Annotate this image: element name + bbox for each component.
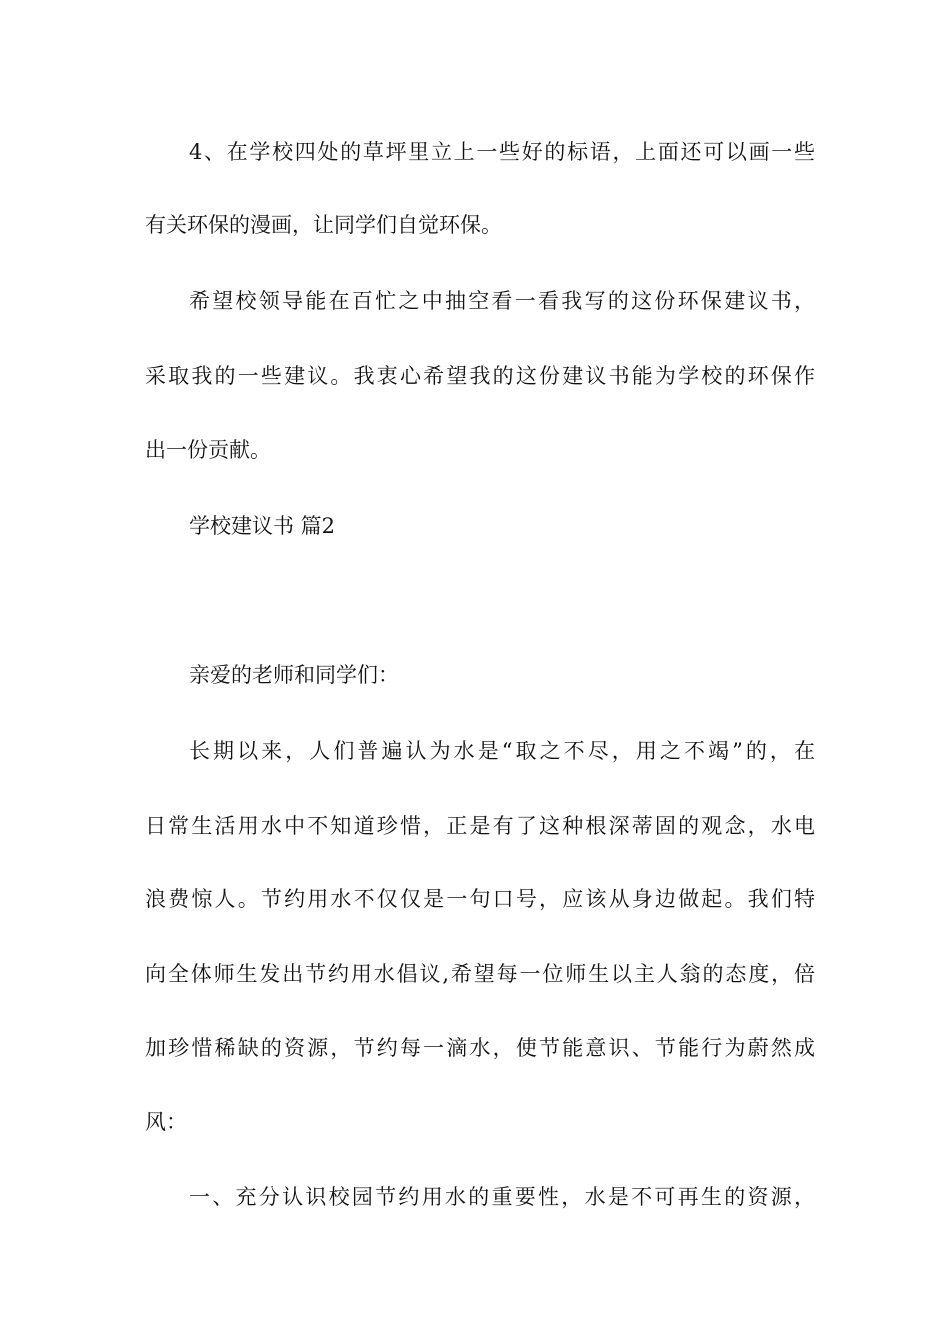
paragraph-line: 风： [145, 1110, 187, 1134]
paragraph-line: 出一份贡献。 [145, 438, 271, 462]
paragraph-line: 一、充分认识校园节约用水的重要性，水是不可再生的资源， [189, 1185, 815, 1209]
section-heading: 学校建议书 篇2 [189, 514, 336, 538]
paragraph-line: 加珍惜稀缺的资源，节约每一滴水，使节能意识、节能行为蔚然成 [145, 1036, 815, 1060]
paragraph-line: 有关环保的漫画，让同学们自觉环保。 [145, 213, 502, 237]
paragraph-line: 长期以来，人们普遍认为水是“取之不尽，用之不竭”的，在 [189, 739, 815, 763]
paragraph-line: 4、在学校四处的草坪里立上一些好的标语，上面还可以画一些 [189, 140, 815, 164]
paragraph-line: 希望校领导能在百忙之中抽空看一看我写的这份环保建议书， [189, 289, 815, 313]
paragraph-line: 向全体师生发出节约用水倡议,希望每一位师生以主人翁的态度，倍 [145, 962, 815, 986]
paragraph-line: 浪费惊人。节约用水不仅仅是一句口号，应该从身边做起。我们特 [145, 887, 815, 911]
salutation: 亲爱的老师和同学们： [189, 663, 399, 687]
paragraph-line: 采取我的一些建议。我衷心希望我的这份建议书能为学校的环保作 [145, 364, 815, 388]
paragraph-line: 日常生活用水中不知道珍惜，正是有了这种根深蒂固的观念，水电 [145, 814, 815, 838]
